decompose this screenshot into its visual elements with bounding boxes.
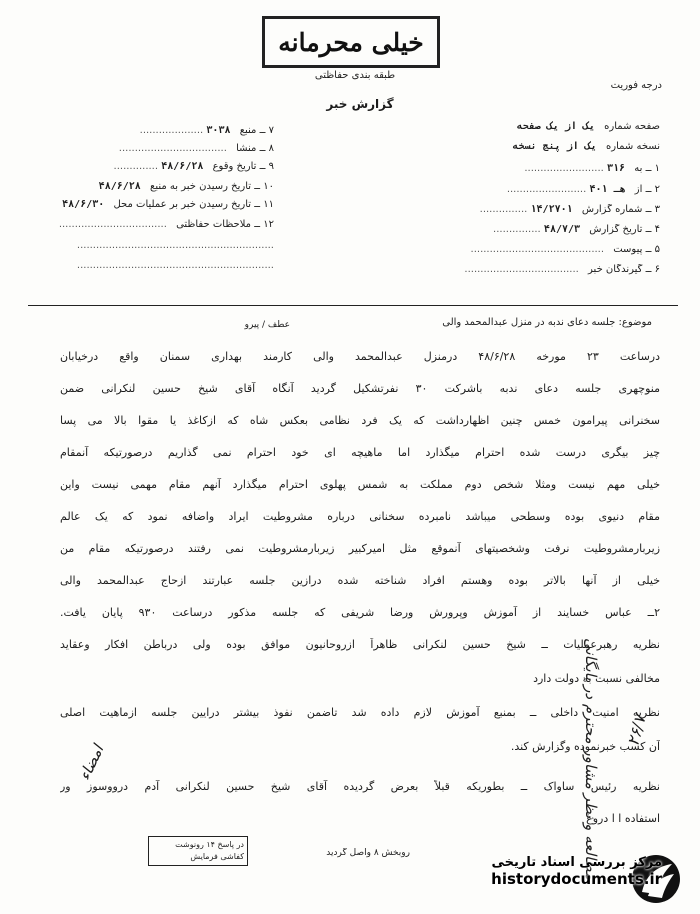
body-line: ۲ــ عباس خسایند از آموزش وپرورش ورضا شریفی که جلسه مذکور درساعت ۹۳۰ پایان یافت.	[60, 606, 660, 619]
field-event-date: ۹ ــ تاریخ وقوع ۴۸/۶/۲۸ ..............	[113, 161, 274, 172]
field-recipients: ۶ ــ گیرندگان خبر ....................................	[464, 264, 660, 275]
field-label: ۵ ــ پیوست	[613, 244, 660, 255]
field-date-received-source	[34, 181, 274, 192]
field-value: ۳۱۶	[607, 163, 626, 174]
body-line: استفاده ا ا دروغ	[586, 812, 660, 825]
body-line: منوچهری جلسه دعای ندبه باشرکت ۳۰ نفرتشکیل گردید آنگاه آقای شیخ حسین لنکرانی ضمن	[60, 382, 660, 395]
handwritten-margin-note: مطالعه و نظر مشاور محترم در بایگانی	[582, 637, 600, 880]
body-line: درساعت ۲۳ مورخه ۴۸/۶/۲۸ درمنزل عبدالمحمد والی کارمند بهداری سمنان واقع درخیابان	[60, 350, 660, 363]
classification-label: طبقه بندی حفاظتی	[314, 70, 396, 81]
field-date-received-local	[34, 199, 274, 210]
field-label: ۳ ــ شماره گزارش	[581, 204, 660, 215]
field-value: ۳۰۳۸	[206, 125, 231, 136]
body-line: آن کسب خبرنموده وگزارش کند.	[510, 740, 660, 753]
body-line: سخنرانی پیرامون خمس چنین اظهارداشت که یک فرد نظامی بعکس شاه که ازکاغذ یا مقوا بالا می پسا	[60, 414, 660, 427]
field-blank-line: ..............................................................	[76, 240, 274, 251]
field-label: ۷ ــ منبع	[239, 125, 274, 136]
field-label: ۸ ــ منشأ	[236, 143, 274, 154]
routing-line: کفاشی فرمایش	[190, 852, 244, 861]
field-from: ۲ ــ از ۴۰۱ هـ .........................	[506, 184, 660, 195]
field-attachment: ۵ ــ پیوست ..........................................	[470, 244, 660, 255]
field-value: یک از یک صفحه	[516, 121, 595, 132]
field-page-number	[390, 121, 660, 132]
handwritten-initial: ۲۶/۷	[623, 713, 650, 749]
watermark-site[interactable]: historydocuments.ir	[491, 870, 662, 888]
subject-line: موضوع: جلسه دعای ندبه در منزل عبدالمحمد والی	[442, 317, 652, 328]
field-label: ۹ ــ تاریخ وقوع	[212, 161, 274, 172]
body-line: زیربارمشروطیت نرفت وشخصیتهای آنموقع مثل امیرکبیر زیربارمشروطیت نمی رفتند درصورتیکه مقام من	[60, 542, 660, 555]
archive-watermark	[412, 855, 662, 888]
body-line: نظریه رهبرعملیات ــ شیخ حسین لنکرانی ظاهراً ازروحانیون موافق بوده ولی درباطن افکار وعقاید	[60, 638, 660, 651]
field-origin: ۸ ــ منشأ ..................................	[118, 143, 274, 154]
classification-stamp: خیلی محرمانه	[262, 16, 440, 68]
document-title: گزارش خبر	[326, 97, 394, 111]
field-label: ۶ ــ گیرندگان خبر	[588, 264, 660, 275]
watermark-org: مرکز بررسی اسناد تاریخی	[491, 855, 662, 870]
field-value: ۴۸/۶/۲۸	[161, 161, 204, 172]
body-line: مقام دنیوی بوده وسطحی میباشد نامبرده سخنانی درباره مشروطیت ایراد واضافه نمود که یک عالم	[60, 510, 660, 523]
body-line: خیلی مهم نیست ومثلا شخص دوم مملکت به شمس پهلوی احترام میگذارد آنهم مقام مهمی نیست واین	[60, 478, 660, 491]
field-value: ۴۰۱ هـ	[589, 184, 626, 195]
field-label: ۴ ــ تاریخ گزارش	[589, 224, 660, 235]
body-line: چیز بیگری درست شده احترام میگذارد اما ماهیچه ای خود احترام نمی گذاریم درصورتیکه آنمقام	[60, 446, 660, 459]
field-to: ۱ ــ به ۳۱۶ .........................	[524, 163, 660, 174]
field-label: ۱۱ ــ تاریخ رسیدن خبر بر عملیات محل	[113, 199, 274, 210]
body-line: مخالفی نسبت به دولت دارد	[533, 672, 660, 685]
header-divider	[28, 305, 678, 306]
body-line: خیلی از آنها بالاتر بوده وهستم افراد شناخته شده درازین جلسه عبارتند ازحاج عبدالمحمد والی	[60, 574, 660, 587]
field-value: ۴۸/۶/۲۸	[98, 181, 141, 192]
field-label: ۱۲ ــ ملاحظات حفاظتی	[176, 219, 274, 230]
field-label: نسخه شماره	[606, 141, 660, 152]
routing-note: روبخش ۸ واصل گردید	[326, 848, 410, 858]
reference-label: عطف / پیرو	[244, 320, 290, 330]
field-label: ۱۰ ــ تاریخ رسیدن خبر به منبع	[150, 181, 274, 192]
body-line: نظریه امنیت داخلی ــ بمنبع آموزش لازم داده شد تاضمن نفوذ بیشتر درایین جلسه ازماهیت اصلی	[60, 706, 660, 719]
field-copy-number	[390, 141, 660, 152]
field-value: ۴۸/۷/۳	[543, 224, 581, 235]
field-source: ۷ ــ منبع ۳۰۳۸ ....................	[139, 125, 274, 136]
routing-line: در پاسخ ۱۴ رونوشت	[175, 840, 244, 849]
field-label: ۲ ــ از	[634, 184, 660, 195]
field-report-date: ۴ ــ تاریخ گزارش ۴۸/۷/۳ ...............	[493, 224, 660, 235]
urgency-label: درجه فوریت	[610, 80, 662, 91]
field-value: یک از پنج نسخه	[512, 141, 597, 152]
field-report-number: ۳ ــ شماره گزارش ۱۴/۲۷۰۱ ...............	[479, 204, 660, 215]
field-value: ۱۴/۲۷۰۱	[530, 204, 573, 215]
body-line: نظریه رئیس ساواک ــ بطوریکه قبلاً بعرض گردیده آقای شیخ حسین لنکرانی آدم درووسوز ور	[60, 780, 660, 793]
routing-stamp-box	[148, 836, 248, 866]
field-security-notes: ۱۲ ــ ملاحظات حفاظتی ..................................	[58, 219, 274, 230]
field-label: صفحه شماره	[604, 121, 660, 132]
field-value: ۴۸/۶/۳۰	[62, 199, 105, 210]
handwritten-signature: امضاء	[75, 742, 108, 784]
field-label: ۱ ــ به	[634, 163, 660, 174]
field-blank-line: ..............................................................	[76, 260, 274, 271]
